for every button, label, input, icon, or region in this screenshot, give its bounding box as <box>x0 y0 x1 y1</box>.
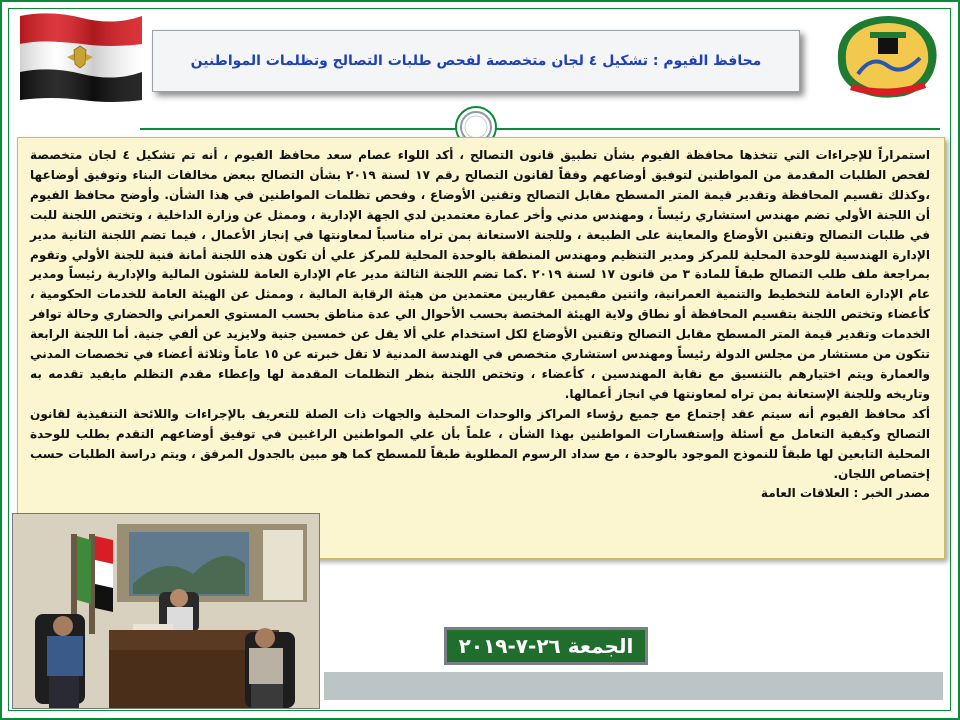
article-body <box>30 146 930 504</box>
header-divider <box>140 128 940 130</box>
meeting-photo <box>12 513 320 709</box>
footer-bar <box>324 672 943 700</box>
headline-box <box>152 30 800 92</box>
egypt-flag-icon <box>16 10 146 105</box>
fayoum-governorate-emblem-icon <box>832 14 944 100</box>
date-label: الجمعة ٢٦-٧-٢٠١٩ <box>458 634 634 658</box>
headline-title: محافظ الفيوم : تشكيل ٤ لجان متخصصة لفحص طلبات التصالح وتظلمات المواطنين <box>190 53 762 69</box>
article-paragraph-1: استمراراً للإجراءات التي تتخذها محافظة الفيوم بشأن تطبيق قانون التصالح ، أكد اللواء عصام سعد محافظ الفيوم ، أنه تم تشكيل ٤ لجان متخصصة لفحص الطلبات المقدمة من المواطنين لتوفيق أوضاعهم وفقاً لقانون التصالح رقم ١٧ لسنة ٢٠١٩ بشأن التصالح ببعض مخالفات البناء وتوفيق أوضاعها ،وكذلك تقسيم المحافظة وتقدير قيمة المتر المسطح مقابل التصالح وتقنين الأوضاع ، وفحص تظلمات المواطنين في هذا الشأن. وأوضح محافظ الفيوم أن اللجنة الأولي تضم مهندس استشاري رئيساً ، ومهندس مدني وأخر عمارة معتمدين لدي الجهة الإدارية ، وممثل عن وزارة الداخلية ، وتختص اللجنة للبت في طلبات التصالح وتقنين الأوضاع والمعاينة على الطبيعة ، وللجنة الاستعانة بمن تراه مناسباً لمعاونتها في إنجاز الأعمال ، فيما تضم اللجنة الثانية مدير الإدارة الهندسية للوحدة المحلية للمركز ومدير التنظيم ومهندس المنطقة بالوحدة المحلية للمركز علي أن تكون هذه اللجنة أمانة فنية للجنة الأولي وتقوم بمراجعة ملف طلب التصالح طبقاً للمادة ٣ من قانون ١٧ لسنة ٢٠١٩ .كما تضم اللجنة الثالثة مدير عام الإدارة العامة للشئون المالية والإدارية رئيساً ومدير عام الإدارة العامة للتخطيط والتنمية العمرانية، واثنين مقيمين عقاريين معتمدين من هيئة الرقابة المالية ، وممثل عن الهيئة العامة للخدمات الحكومية ، كأعضاء وتختص اللجنة بتقسيم المحافظة أو نطاق ولاية الهيئة المختصة بحسب الأحوال الي عدة مناطق بحسب المستوي العمراني والحضاري وحالة توافر الخدمات وتقدير قيمة المتر المسطح مقابل التصالح وتقنين الأوضاع لكل استخدام علي ألا يقل عن خمسين جنية ولايزيد عن ألفي جنية. أما اللجنة الرابعة تتكون من مستشار من مجلس الدولة رئيساً ومهندس استشاري متخصص في الهندسة المدنية لا تقل خبرته عن ١٥ عاماً وثلاثة أعضاء في تخصصات المدني والعمارة ويتم اختيارهم بالتنسيق مع نقابة المهندسين ، كأعضاء ، وتختص اللجنة بنظر التظلمات المقدمة لها وإعطاء مقدم التظلم مايفيد تقدمه به وتاريخه وللجنة الإستعانة بمن تراه لمعاونتها في انجاز أعمالها. <box>30 148 930 401</box>
article-source: مصدر الخبر : العلاقات العامة <box>760 486 930 501</box>
article-panel <box>17 137 945 559</box>
date-banner <box>444 627 648 665</box>
article-paragraph-2: أكد محافظ الفيوم أنه سيتم عقد إجتماع مع جميع رؤساء المراكز والوحدات المحلية والجهات ذات الصلة للتعريف بالإجراءات واللائحة التنفيذية لقانون التصالح وكيفية التعامل مع أسئلة وإستفسارات المواطنين بهذا الشأن ، علماً بأن علي المواطنين الراغبين في توفيق أوضاعهم التقدم بطلب للوحدة المحلية التابعين لها طبقاً للنموذج الموجود بالوحدة ، مع سداد الرسوم المطلوبة طبقاً للمسطح كما هو مبين بالجدول المرفق ، ويتم دراسة الطلبات حسب إختصاص اللجان. <box>30 406 930 481</box>
